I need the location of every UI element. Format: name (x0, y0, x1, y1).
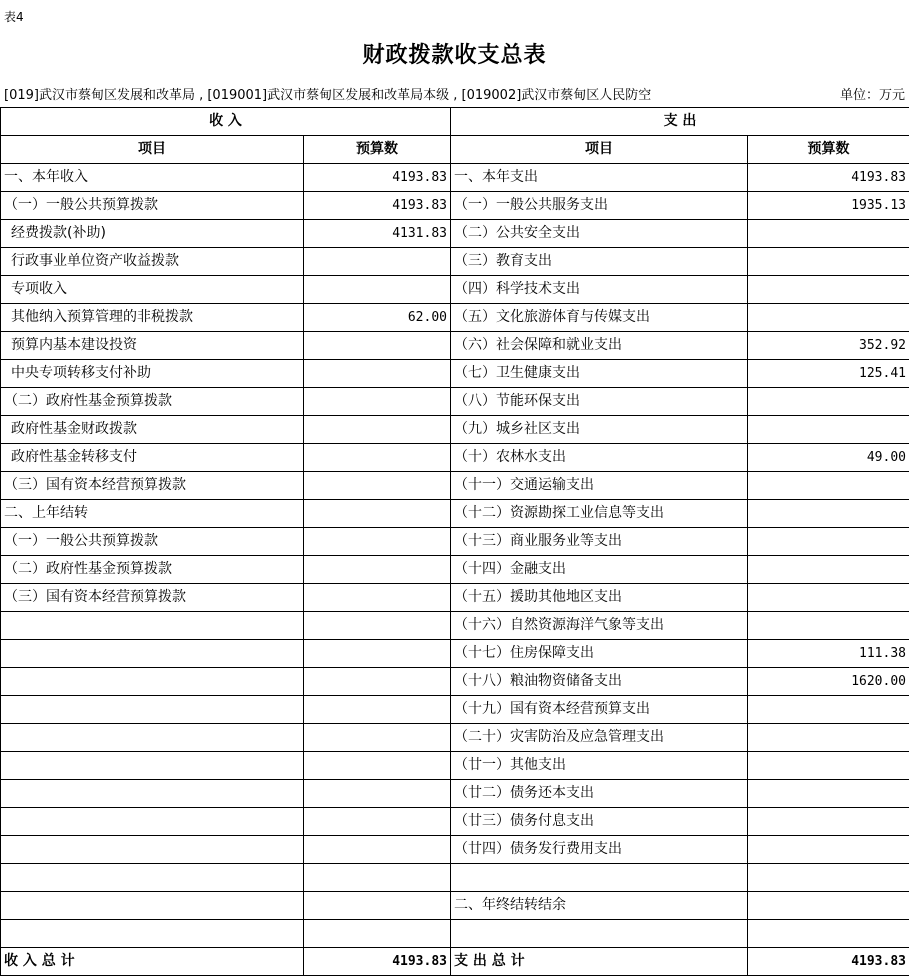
expense-total-label: 支 出 总 计 (451, 948, 748, 976)
income-value-cell (304, 612, 451, 640)
expense-value-cell (748, 864, 909, 892)
income-total-value: 4193.83 (304, 948, 451, 976)
income-item-cell: 其他纳入预算管理的非税拨款 (1, 304, 304, 332)
expense-item-cell: （四）科学技术支出 (451, 276, 748, 304)
expense-item-cell (451, 920, 748, 948)
income-value-cell (304, 752, 451, 780)
expense-value-cell: 1620.00 (748, 668, 909, 696)
income-item-cell: 二、上年结转 (1, 500, 304, 528)
expense-item-cell: （十六）自然资源海洋气象等支出 (451, 612, 748, 640)
table-row (1, 472, 909, 500)
income-item-cell (1, 808, 304, 836)
table-row (1, 304, 909, 332)
table-row (1, 360, 909, 388)
income-value-cell (304, 416, 451, 444)
income-value-cell (304, 444, 451, 472)
income-value-cell (304, 724, 451, 752)
expense-item-cell: （十二）资源勘探工业信息等支出 (451, 500, 748, 528)
expense-item-cell: （九）城乡社区支出 (451, 416, 748, 444)
total-row (1, 948, 909, 976)
income-value-cell (304, 892, 451, 920)
expense-item-cell: （廿三）债务付息支出 (451, 808, 748, 836)
expense-item-cell: （二十）灾害防治及应急管理支出 (451, 724, 748, 752)
table-row (1, 780, 909, 808)
expense-value-cell (748, 416, 909, 444)
income-item-cell: 中央专项转移支付补助 (1, 360, 304, 388)
table-row (1, 584, 909, 612)
expense-value-cell (748, 808, 909, 836)
table-row (1, 248, 909, 276)
table-row (1, 220, 909, 248)
unit-label: 单位：万元 (840, 84, 905, 103)
income-item-cell (1, 612, 304, 640)
expense-item-cell: （十）农林水支出 (451, 444, 748, 472)
income-value-cell (304, 668, 451, 696)
income-item-cell: （二）政府性基金预算拨款 (1, 388, 304, 416)
table-row (1, 444, 909, 472)
expense-value-cell (748, 388, 909, 416)
expense-item-cell: 二、年终结转结余 (451, 892, 748, 920)
table-row (1, 724, 909, 752)
expense-item-cell: （十三）商业服务业等支出 (451, 528, 748, 556)
expense-section-header: 支 出 (451, 108, 909, 136)
expense-total-value: 4193.83 (748, 948, 909, 976)
expense-value-cell: 352.92 (748, 332, 909, 360)
income-total-label: 收 入 总 计 (1, 948, 304, 976)
expense-item-cell: （六）社会保障和就业支出 (451, 332, 748, 360)
income-item-cell (1, 920, 304, 948)
table-row (1, 752, 909, 780)
income-item-cell: 行政事业单位资产收益拨款 (1, 248, 304, 276)
income-item-cell (1, 724, 304, 752)
income-value-cell: 4193.83 (304, 192, 451, 220)
income-item-cell: 经费拨款(补助) (1, 220, 304, 248)
expense-value-cell (748, 696, 909, 724)
expense-item-cell (451, 864, 748, 892)
income-value-cell (304, 864, 451, 892)
income-value-cell (304, 528, 451, 556)
income-budget-header: 预算数 (304, 136, 451, 164)
income-item-cell (1, 668, 304, 696)
income-value-cell: 4131.83 (304, 220, 451, 248)
expense-item-cell: （十四）金融支出 (451, 556, 748, 584)
income-item-cell (1, 752, 304, 780)
income-value-cell (304, 472, 451, 500)
expense-item-cell: （五）文化旅游体育与传媒支出 (451, 304, 748, 332)
income-item-cell: （三）国有资本经营预算拨款 (1, 584, 304, 612)
expense-item-header: 项目 (451, 136, 748, 164)
expense-value-cell (748, 304, 909, 332)
expense-value-cell (748, 556, 909, 584)
expense-value-cell (748, 892, 909, 920)
column-header-row (1, 136, 909, 164)
table-row (1, 668, 909, 696)
income-value-cell (304, 248, 451, 276)
income-item-cell (1, 836, 304, 864)
table-row (1, 388, 909, 416)
page-title: 财政拨款收支总表 (0, 38, 909, 69)
income-item-cell (1, 640, 304, 668)
expense-item-cell: （廿四）债务发行费用支出 (451, 836, 748, 864)
expense-value-cell (748, 724, 909, 752)
income-value-cell (304, 500, 451, 528)
expense-value-cell (748, 276, 909, 304)
table-row (1, 864, 909, 892)
expense-value-cell: 4193.83 (748, 164, 909, 192)
income-value-cell: 62.00 (304, 304, 451, 332)
expense-item-cell: （廿二）债务还本支出 (451, 780, 748, 808)
expense-item-cell: （十一）交通运输支出 (451, 472, 748, 500)
expense-item-cell: （七）卫生健康支出 (451, 360, 748, 388)
income-value-cell (304, 276, 451, 304)
income-item-header: 项目 (1, 136, 304, 164)
income-item-cell: （三）国有资本经营预算拨款 (1, 472, 304, 500)
table-row (1, 332, 909, 360)
income-item-cell: 政府性基金财政拨款 (1, 416, 304, 444)
table-row (1, 164, 909, 192)
table-row (1, 276, 909, 304)
table-row (1, 500, 909, 528)
income-value-cell (304, 556, 451, 584)
expense-value-cell: 111.38 (748, 640, 909, 668)
expense-value-cell (748, 472, 909, 500)
expense-value-cell (748, 584, 909, 612)
income-value-cell (304, 920, 451, 948)
expense-item-cell: （十九）国有资本经营预算支出 (451, 696, 748, 724)
table-row (1, 696, 909, 724)
section-header-row (1, 108, 909, 136)
expense-value-cell (748, 220, 909, 248)
income-value-cell (304, 584, 451, 612)
table-row (1, 192, 909, 220)
expense-item-cell: （十七）住房保障支出 (451, 640, 748, 668)
income-value-cell (304, 332, 451, 360)
expense-item-cell: （十五）援助其他地区支出 (451, 584, 748, 612)
income-item-cell: （二）政府性基金预算拨款 (1, 556, 304, 584)
expense-budget-header: 预算数 (748, 136, 909, 164)
expense-value-cell: 49.00 (748, 444, 909, 472)
income-item-cell: 政府性基金转移支付 (1, 444, 304, 472)
income-value-cell (304, 808, 451, 836)
table-row (1, 416, 909, 444)
income-item-cell: 预算内基本建设投资 (1, 332, 304, 360)
expense-item-cell: （三）教育支出 (451, 248, 748, 276)
expense-item-cell: （十八）粮油物资储备支出 (451, 668, 748, 696)
income-item-cell (1, 864, 304, 892)
expense-item-cell: （二）公共安全支出 (451, 220, 748, 248)
table-row (1, 892, 909, 920)
table-number: 表4 (4, 8, 24, 25)
expense-item-cell: （一）一般公共服务支出 (451, 192, 748, 220)
income-item-cell (1, 780, 304, 808)
expense-value-cell: 1935.13 (748, 192, 909, 220)
expense-value-cell (748, 836, 909, 864)
income-item-cell: 一、本年收入 (1, 164, 304, 192)
income-item-cell: （一）一般公共预算拨款 (1, 192, 304, 220)
table-row (1, 640, 909, 668)
expense-value-cell (748, 752, 909, 780)
expense-value-cell (748, 612, 909, 640)
expense-value-cell (748, 920, 909, 948)
income-item-cell (1, 696, 304, 724)
income-item-cell: 专项收入 (1, 276, 304, 304)
income-value-cell (304, 640, 451, 668)
income-value-cell (304, 360, 451, 388)
expense-value-cell (748, 500, 909, 528)
table-row (1, 920, 909, 948)
income-value-cell (304, 696, 451, 724)
table-row (1, 556, 909, 584)
expense-value-cell (748, 528, 909, 556)
expense-value-cell (748, 248, 909, 276)
expense-item-cell: （廿一）其他支出 (451, 752, 748, 780)
table-row (1, 612, 909, 640)
table-row (1, 528, 909, 556)
income-item-cell (1, 892, 304, 920)
income-value-cell: 4193.83 (304, 164, 451, 192)
income-value-cell (304, 388, 451, 416)
income-value-cell (304, 836, 451, 864)
income-value-cell (304, 780, 451, 808)
units-line: [019]武汉市蔡甸区发展和改革局 , [019001]武汉市蔡甸区发展和改革局本级 , [019002]武汉市蔡甸区人民防空 (4, 84, 749, 103)
budget-table (0, 107, 909, 976)
expense-item-cell: （八）节能环保支出 (451, 388, 748, 416)
income-item-cell: （一）一般公共预算拨款 (1, 528, 304, 556)
expense-value-cell (748, 780, 909, 808)
expense-value-cell: 125.41 (748, 360, 909, 388)
expense-item-cell: 一、本年支出 (451, 164, 748, 192)
income-section-header: 收 入 (1, 108, 451, 136)
table-row (1, 836, 909, 864)
table-row (1, 808, 909, 836)
